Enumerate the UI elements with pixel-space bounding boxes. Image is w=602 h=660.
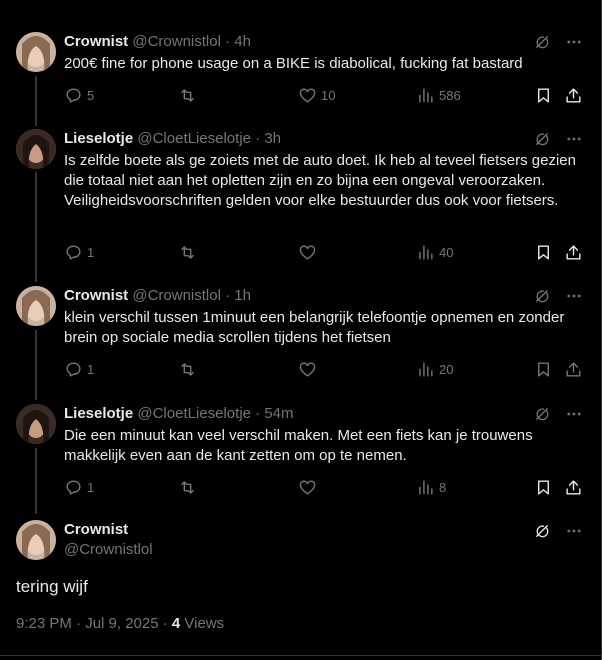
share-button[interactable] [564,360,583,379]
reply-count: 1 [87,362,95,377]
tweet-text: Is zelfde boete als ge zoiets met de auto doet. Ik heb al teveel fietsers gezien die totaal niet aan het opletten zijn en zo bijna een ongeval veroorzaken. Veiligheidsvoorschriften gelden voor elke bestuurder dus ook voor fietsers. [64,152,576,209]
timestamp[interactable]: · 3h [255,130,282,147]
reply-tweet[interactable] [0,400,601,516]
share-button[interactable] [564,478,583,497]
views-count: 40 [439,245,454,260]
views-button[interactable] [416,360,453,379]
tweet-meta [16,614,224,634]
views-count: 4 [171,615,181,632]
handle[interactable]: @Crownistlol [64,541,153,558]
like-button[interactable] [298,243,321,262]
bookmark-button[interactable] [534,478,553,497]
share-icon [564,86,583,105]
more-icon[interactable] [565,33,583,51]
action-bar [64,478,584,498]
reply-button[interactable] [64,478,94,497]
reply-icon [64,360,83,379]
reply-icon [64,86,83,105]
timestamp[interactable]: · 4h [225,33,251,50]
display-name[interactable]: Crownist [64,287,129,304]
like-icon [298,478,317,497]
reply-button[interactable] [64,360,94,379]
share-icon [564,360,583,379]
like-button[interactable] [298,360,321,379]
views-label: Views [180,615,225,632]
avatar[interactable] [16,404,56,444]
views-icon [416,360,435,379]
like-count: 10 [321,88,336,103]
tweet-header [64,32,251,52]
repost-button[interactable] [178,478,201,497]
avatar[interactable] [16,32,56,72]
action-bar [64,360,584,380]
repost-button[interactable] [178,243,201,262]
action-bar [64,243,584,263]
views-count: 586 [439,88,461,103]
like-button[interactable] [298,86,335,105]
views-count: 20 [439,362,454,377]
handle[interactable]: @CloetLieselotje [137,130,251,147]
views-count: 8 [439,480,447,495]
views-button[interactable] [416,243,453,262]
repost-icon [178,86,197,105]
like-icon [298,243,317,262]
views-button[interactable] [416,86,461,105]
avatar[interactable] [16,520,56,560]
repost-button[interactable] [178,86,201,105]
reply-count: 5 [87,88,95,103]
repost-icon [178,243,197,262]
tweet-text: Die een minuut kan veel verschil maken. Met een fiets kan je trouwens makkelijk even aan de kant zetten om op te nemen. [64,427,533,464]
bookmark-button[interactable] [534,360,553,379]
views-icon [416,478,435,497]
grok-icon[interactable] [533,287,551,305]
timestamp[interactable]: · 54m [255,405,294,422]
display-name[interactable]: Crownist [64,33,129,50]
handle[interactable]: @Crownistlol [132,33,221,50]
reply-tweet[interactable] [0,125,601,280]
bookmark-icon [534,478,553,497]
repost-icon [178,360,197,379]
divider [0,655,601,656]
more-icon[interactable] [565,522,583,540]
avatar[interactable] [16,286,56,326]
like-icon [298,360,317,379]
display-name[interactable] [64,520,128,540]
display-name[interactable]: Lieselotje [64,130,134,147]
grok-icon[interactable] [533,130,551,148]
like-button[interactable] [298,478,321,497]
reply-tweet[interactable] [0,282,601,400]
more-icon[interactable] [565,287,583,305]
handle[interactable]: @CloetLieselotje [137,405,251,422]
more-icon[interactable] [565,130,583,148]
avatar[interactable] [16,129,56,169]
share-button[interactable] [564,86,583,105]
tweet-timestamp[interactable]: 9:23 PM · Jul 9, 2025 · [16,615,172,632]
reply-icon [64,243,83,262]
grok-icon[interactable] [533,33,551,51]
timestamp[interactable]: · 1h [225,287,251,304]
reply-count: 1 [87,480,95,495]
reply-button[interactable] [64,243,94,262]
bookmark-button[interactable] [534,243,553,262]
bookmark-icon [534,360,553,379]
reply-count: 1 [87,245,95,260]
reply-button[interactable] [64,86,94,105]
bookmark-button[interactable] [534,86,553,105]
tweet-header [64,129,281,149]
like-icon [298,86,317,105]
reply-icon [64,478,83,497]
action-bar [64,86,584,106]
views-icon [416,243,435,262]
repost-icon [178,478,197,497]
views-button[interactable] [416,478,446,497]
share-icon [564,243,583,262]
tweet-text: klein verschil tussen 1minuut een belangrijk telefoontje opnemen en zonder brein op sociale media scrollen tijdens het fietsen [64,309,565,346]
views-icon [416,86,435,105]
handle[interactable]: @Crownistlol [132,287,221,304]
grok-icon[interactable] [533,405,551,423]
display-name[interactable]: Lieselotje [64,405,134,422]
reply-tweet[interactable] [0,0,601,125]
share-button[interactable] [564,243,583,262]
bookmark-icon [534,243,553,262]
display-name-text: Crownist [64,521,129,538]
tweet-header [64,404,294,424]
more-icon[interactable] [565,405,583,423]
tweet-header [64,286,251,306]
repost-button[interactable] [178,360,201,379]
share-icon [564,478,583,497]
main-tweet[interactable] [0,516,601,660]
bookmark-icon [534,86,553,105]
main-tweet-text: tering wijf [16,577,88,596]
tweet-text: 200€ fine for phone usage on a BIKE is diabolical, fucking fat bastard [64,55,523,72]
grok-icon[interactable] [533,522,551,540]
